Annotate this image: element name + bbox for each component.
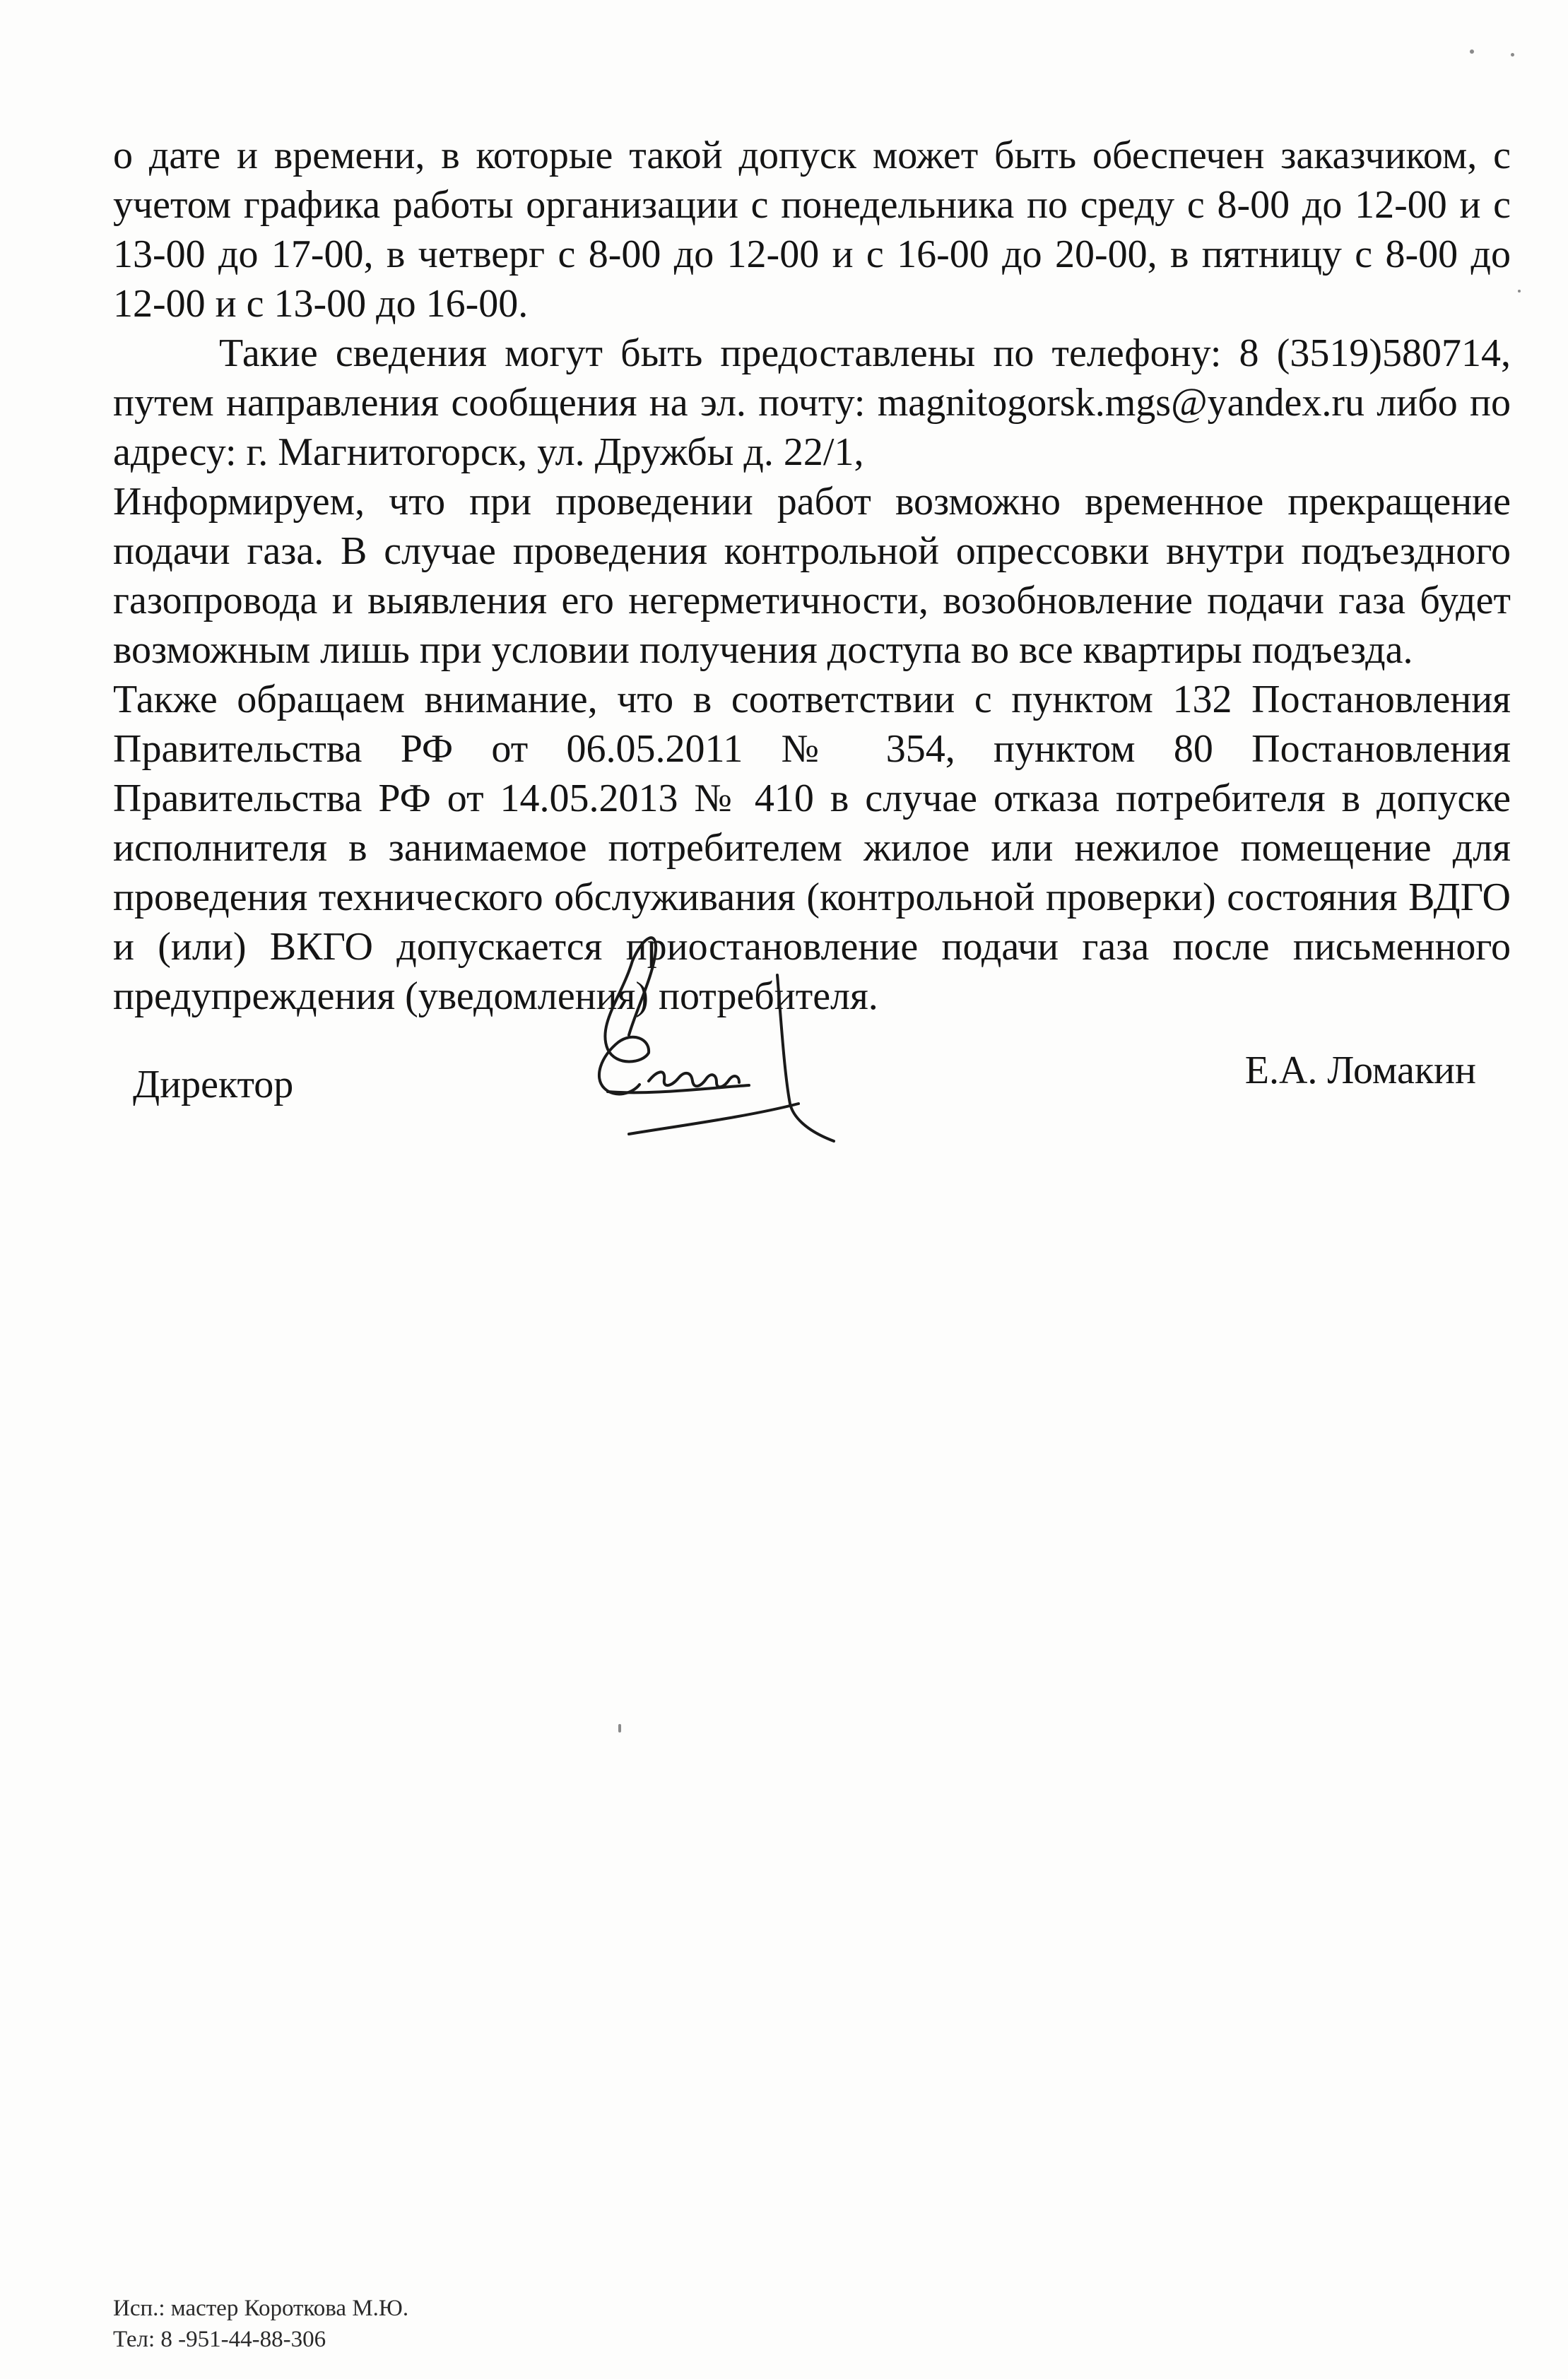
paragraph-legal-notice: Также обращаем внимание, что в соответствии с пунктом 132 Постановления Правительства РФ от 06.05.2011 № 354, пунктом 80 Постановления Правительства РФ от 14.05.2013 № 410 в случае отказа потребителя в допуске исполнителя в занимаемое потребителем жилое или нежилое помещение для проведения технического обслуживания (контрольной проверки) состояния ВДГО и (или) ВКГО допускается приостановление подачи газа после письменного предупреждения (уведомления) потребителя. xyxy=(113,678,1511,1018)
paragraph-schedule: о дате и времени, в которые такой допуск может быть обеспечен заказчиком, с учетом графика работы организации с понедельника по среду с 8-00 до 12-00 и с 13-00 до 17-00, в четверг с 8-00 до 12-00 и с 16-00 до 20-00, в пятницу с 8-00 до 12-00 и с 13-00 до 16-00. xyxy=(113,134,1511,326)
scan-speck xyxy=(618,1724,621,1732)
signer-title: Директор xyxy=(133,1063,294,1106)
signer-name: Е.А. Ломакин xyxy=(1244,1049,1476,1092)
paragraph-gas-interruption: Информируем, что при проведении работ возможно временное прекращение подачи газа. В случае проведения контрольной опрессовки внутри подъездного газопровода и выявления его негерметичности, возобновление подачи газа будет возможным лишь при условии получения доступа во все квартиры подъезда. xyxy=(113,480,1511,672)
scan-speck xyxy=(1511,53,1514,57)
phone-line: Тел: 8 -951-44-88-306 xyxy=(113,2327,326,2352)
paragraph-contacts: Такие сведения могут быть предоставлены по телефону: 8 (3519)580714, путем направления сообщения на эл. почту: magnitogorsk.mgs@yandex.ru либо по адресу: г. Магнитогорск, ул. Дружбы д. 22/1, xyxy=(113,331,1511,474)
signature-row xyxy=(0,1049,1568,1138)
scan-speck xyxy=(1470,49,1474,54)
executor-line: Исп.: мастер Короткова М.Ю. xyxy=(113,2296,409,2321)
scan-speck xyxy=(1518,290,1521,293)
footer xyxy=(113,2293,408,2355)
letter-body xyxy=(113,131,1511,1021)
